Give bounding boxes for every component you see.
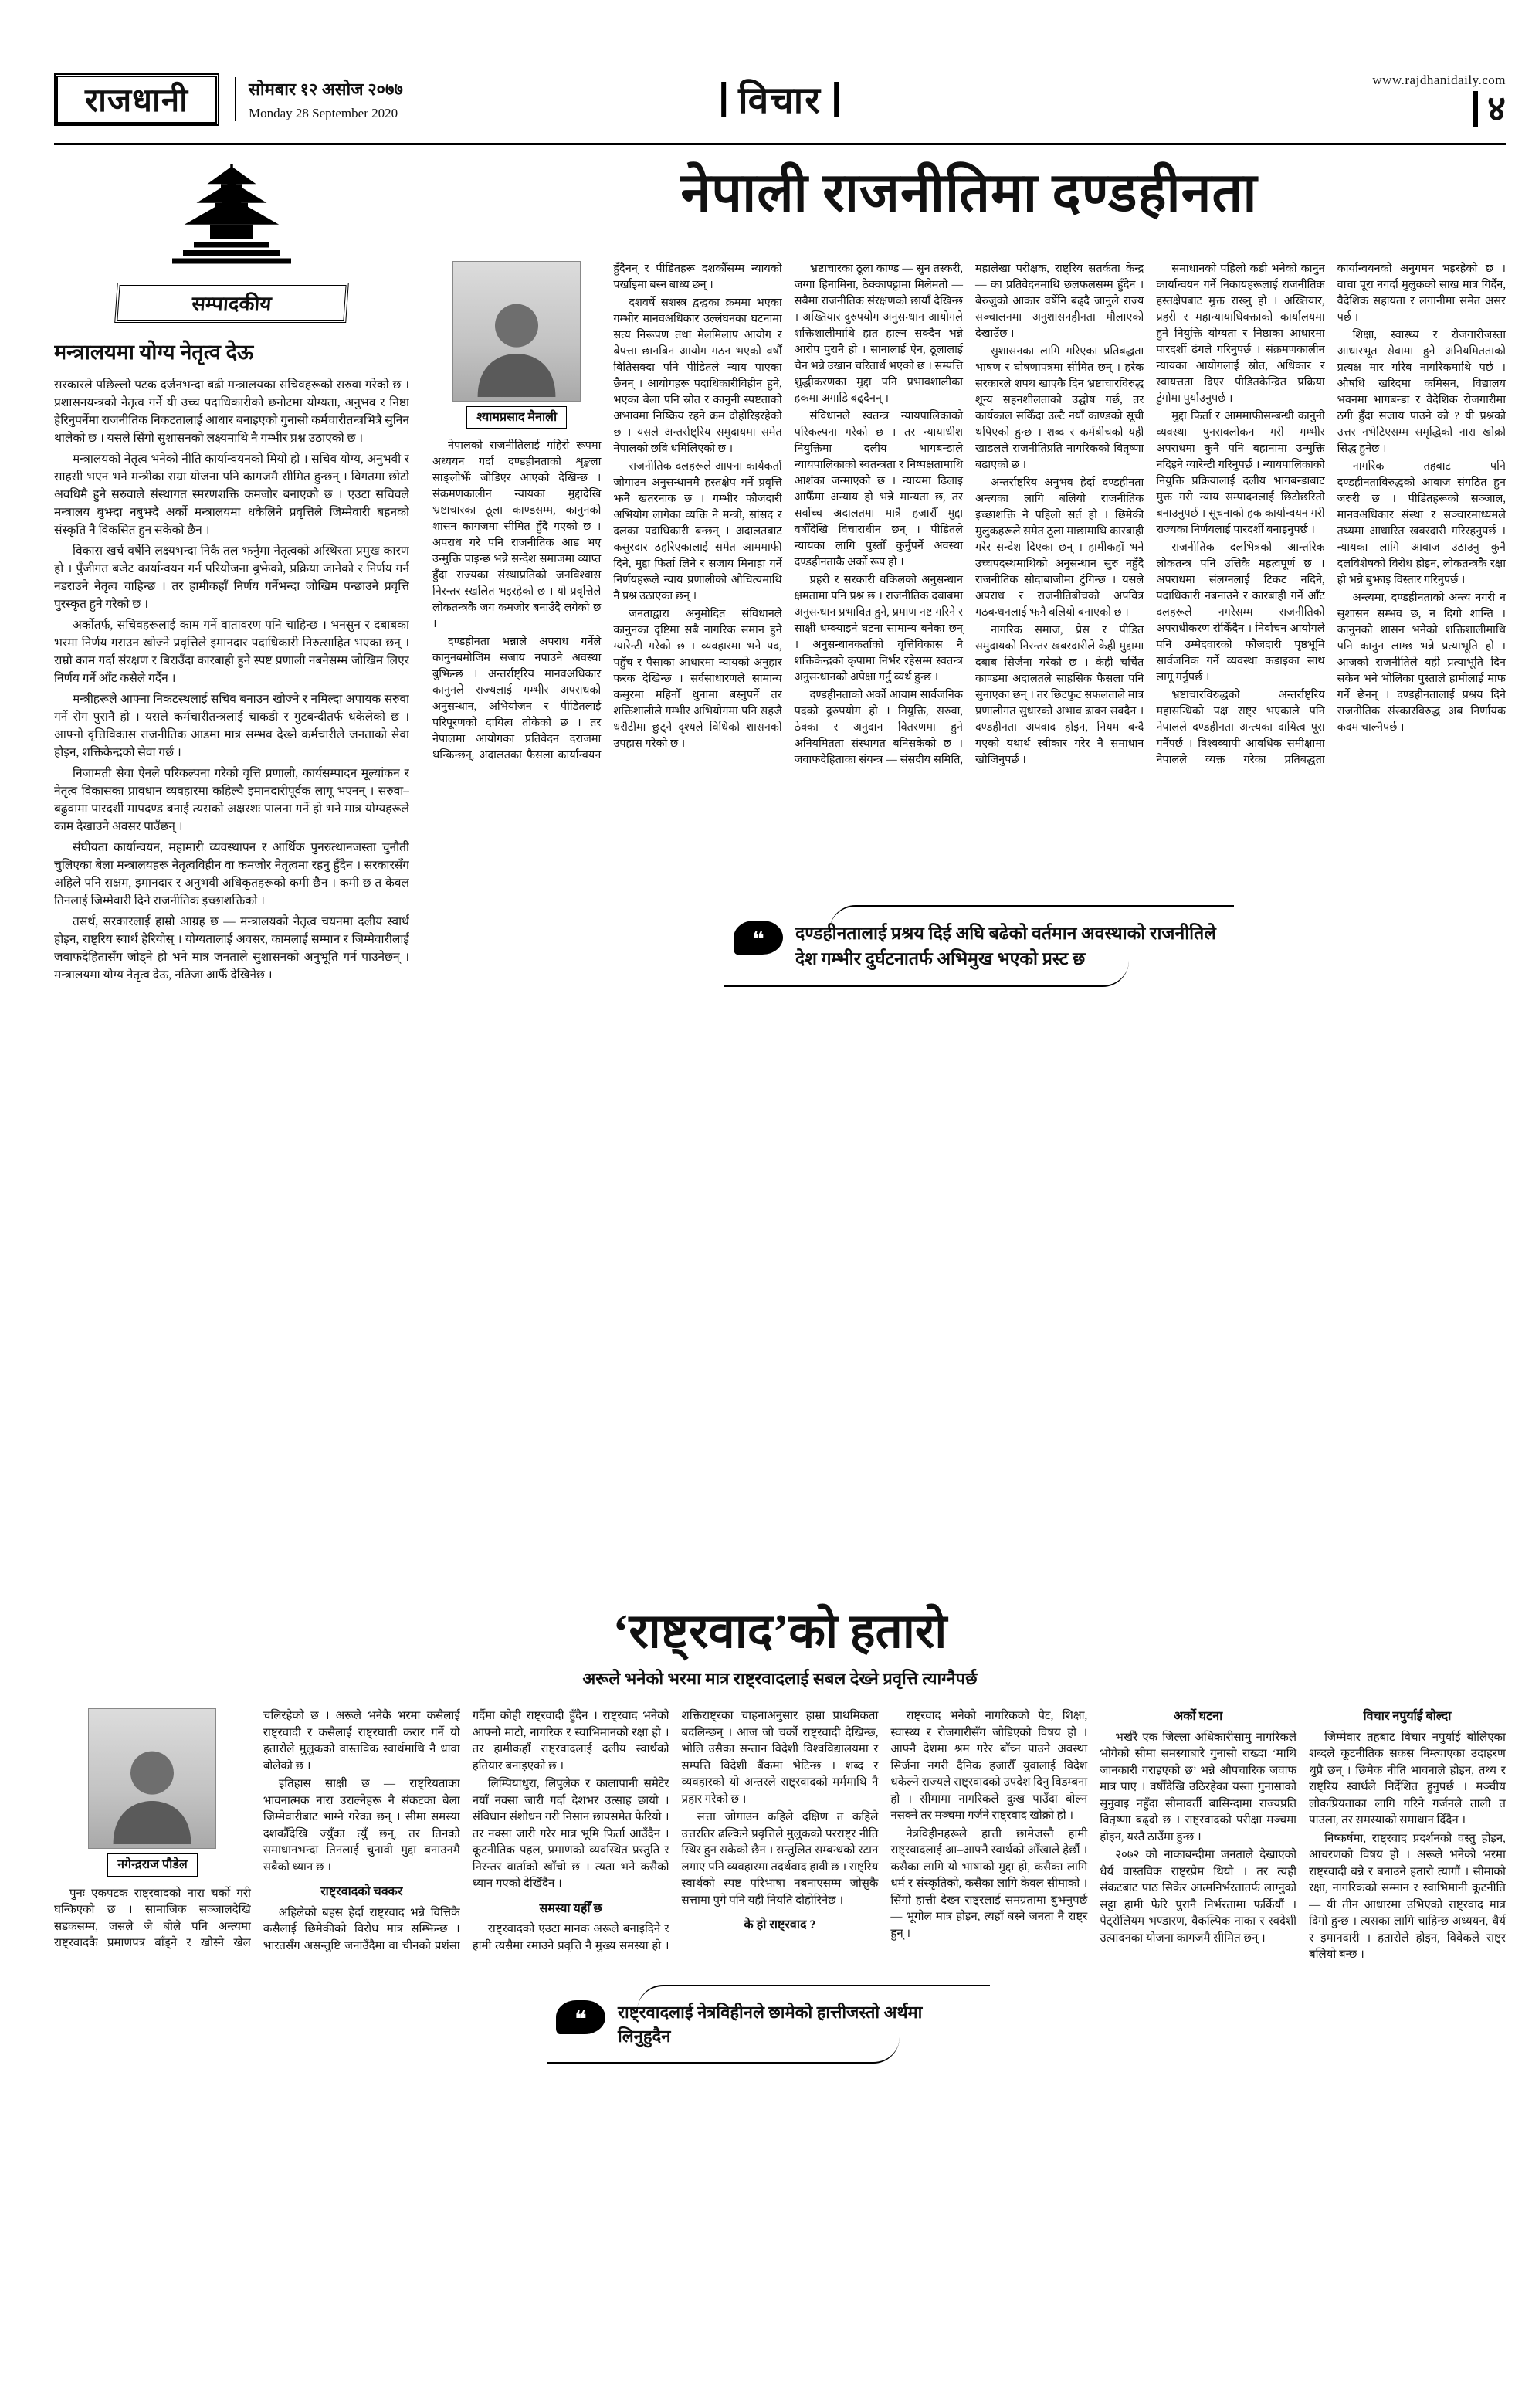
body-paragraph: संघीयता कार्यान्वयन, महामारी व्यवस्थापन र आर्थिक पुनरुत्थानजस्ता चुनौती चुलिएका बेला मन्त्रालयहरू नेतृत्वविहीन वा कमजोर नेतृत्वमा रहनु हुँदैन । सरकारसँग अहिले पनि सक्षम, इमानदार र अनुभवी अधिकृतहरूको कमी छैन । कमी छ त केवल तिनलाई जिम्मेवारी दिने राजनीतिक इच्छाशक्तिको ।: [54, 841, 409, 907]
article1-author-block: [432, 261, 601, 429]
body-paragraph: दण्डहीनता भन्नाले अपराध गर्नेले कानुनबमोजिम सजाय नपाउने अवस्था बुझिन्छ । अन्तर्राष्ट्रिय मानवअधिकार कानुनले राज्यलाई गम्भीर अपराधको अनुसन्धान, अभियोजन र पीडितलाई परिपूरणको दायित्व तोकेको छ । तर नेपालमा आयोगका प्रतिवेदन दराजमा थन्किन्छन्, अदालतका फैसला कार्यान्वयन हुँदैनन् र पीडितहरू दशकौँसम्म न्यायको पर्खाइमा बस्न बाध्य छन् ।: [432, 263, 782, 761]
article2-pullquote: [542, 1980, 995, 2068]
body-paragraph: लिम्पियाधुरा, लिपुलेक र कालापानी समेटेर नयाँ नक्सा जारी गर्दा देशभर उत्साह छायो । संविधान संशोधन गरी निसान छापसमेत फेरियो । तर नक्सा जारी गरेर मात्र भूमि फिर्ता आउँदैन । कूटनीतिक पहल, प्रमाणको व्यवस्थित प्रस्तुति र निरन्तर वार्ताको खाँचो छ । त्यता भने कसैको ध्यान गएको देखिँदैन ।: [472, 1778, 669, 1890]
body-paragraph: अन्त्यमा, दण्डहीनताको अन्त्य नगरी न सुशासन सम्भव छ, न दिगो शान्ति । कानुनको शासन भनेको शक्तिशालीमाथि पनि कानुन लाग्छ भन्ने प्रत्याभूति हो । आजको राजनीतिले यही प्रत्याभूति दिन सकेन भने भोलिका पुस्ताले हामीलाई माफ गर्ने छैनन् । दण्डहीनतालाई प्रश्रय दिने राजनीतिक संस्कारविरुद्ध अब निर्णायक कदम चाल्नैपर्छ ।: [1337, 592, 1506, 734]
article2-author-block: [54, 1708, 251, 1877]
article1-body-wrap: [432, 261, 1506, 1557]
editorial-headline: मन्त्रालयमा योग्य नेतृत्व देऊ: [54, 341, 254, 364]
body-paragraph: विकास खर्च वर्षेनि लक्ष्यभन्दा निकै तल झर्नुमा नेतृत्वको अस्थिरता प्रमुख कारण हो । पुँजीगत बजेट कार्यान्वयन गर्न परियोजना बुझेको, प्रक्रिया जानेको र निर्णय गर्न नडराउने नेतृत्व चाहिन्छ । तर हामीकहाँ निर्णय गर्नेभन्दा जोखिम पन्छाउने प्रवृत्ति पुरस्कृत हुने गरेको छ ।: [54, 544, 409, 611]
article2-body-wrap: [54, 1708, 1506, 2385]
pullquote-arc-top: [829, 905, 1234, 931]
body-paragraph: भर्खरै एक जिल्ला अधिकारीसामु नागरिकले भोगेको सीमा समस्याबारे गुनासो राख्दा ‘माथि जानकारी गराइएको छ’ भन्ने औपचारिक जवाफ मात्र पाए । वर्षौंदेखि उठिरहेका यस्ता गुनासाको सुनुवाइ नहुँदा सीमावर्ती बासिन्दामा राज्यप्रति वितृष्णा बढ्दो छ । राष्ट्रवादको परीक्षा मञ्चमा होइन, यस्तै ठाउँमा हुन्छ ।: [1100, 1731, 1297, 1843]
column-subheading: के हो राष्ट्रवाद ?: [744, 1918, 816, 1931]
body-paragraph: राजनीतिक दलभित्रको आन्तरिक लोकतन्त्र पनि उत्तिकै महत्वपूर्ण छ । अपराधमा संलग्नलाई टिकट नदिने, पदाधिकारी नबनाउने र कारबाही गर्ने आँट दलहरूले नगरेसम्म राजनीतिको अपराधीकरण रोकिँदैन । निर्वाचन आयोगले पनि उम्मेदवारको फौजदारी पृष्ठभूमि सार्वजनिक गर्ने व्यवस्था कडाइका साथ लागू गर्नुपर्छ ।: [1156, 541, 1325, 683]
article2-headline: ‘राष्ट्रवाद’को हतारो: [612, 1606, 947, 1658]
header-right: [1372, 73, 1506, 127]
page-header: [54, 56, 1506, 145]
body-paragraph: निष्कर्षमा, राष्ट्रवाद प्रदर्शनको वस्तु होइन, आचरणको विषय हो । अरूले भनेको भरमा राष्ट्रवादी बन्ने र बनाउने हतारो त्यागौं । सीमाको रक्षा, नागरिकको सम्मान र स्वाभिमानी कूटनीति — यी तीन आधारमा उभिएको राष्ट्रवाद मात्र दिगो हुन्छ । त्यसका लागि चाहिन्छ अध्ययन, धैर्य र इमानदारी । हतारोले होइन, विवेकले राष्ट्र बलियो बन्छ ।: [1309, 1832, 1506, 1961]
date-english: Monday 28 September 2020: [249, 106, 398, 120]
body-paragraph: अन्तर्राष्ट्रिय अनुभव हेर्दा दण्डहीनता अन्त्यका लागि बलियो राजनीतिक इच्छाशक्ति नै पहिलो सर्त हो । छिमेकी मुलुकहरूले समेत ठूला माछामाथि कारबाही गरेर सन्देश दिएका छन् । हामीकहाँ भने उच्चपदस्थमाथिको अनुसन्धान सुरु नहुँदै राजनीतिक सौदाबाजीमा टुंगिन्छ । यसले अपराध र राजनीतिबीचको अपवित्र गठबन्धनलाई झनै बलियो बनाएको छ ।: [974, 477, 1144, 619]
body-paragraph: राजनीतिक दलहरूले आफ्ना कार्यकर्ता जोगाउन अनुसन्धानमै हस्तक्षेप गर्ने प्रवृत्ति झनै खतरनाक छ । गम्भीर फौजदारी अभियोग लागेका व्यक्ति नै मन्त्री, सांसद र दलका पदाधिकारी बन्छन् । अदालतबाट कसुरदार ठहरिएकालाई समेत आममाफी दिने, मुद्दा फिर्ता लिने र सजाय मिनाहा गर्ने निर्णयहरूले न्याय प्रणालीको औचित्यमाथि नै प्रश्न उठाएका छन् ।: [613, 460, 782, 602]
article1-pullquote: [720, 900, 1239, 992]
article2-subtitle: अरूले भनेको भरमा मात्र राष्ट्रवादलाई सबल देख्ने प्रवृत्ति त्याग्नैपर्छ: [582, 1669, 978, 1688]
body-paragraph: दशवर्षे सशस्त्र द्वन्द्वका क्रममा भएका गम्भीर मानवअधिकार उल्लंघनका घटनामा सत्य निरूपण तथा मेलमिलाप आयोग र बेपत्ता छानबिन आयोग गठन भएको वर्षौं बितिसक्दा पनि पीडितले न्याय पाएका छैनन् । आयोगहरू पदाधिकारीविहीन हुने, भएका बेला पनि स्रोत र कानुनी स्पष्टताको अभावमा निष्क्रिय रहने क्रम दोहोरिइरहेको छ । यसले अन्तर्राष्ट्रिय समुदायमा समेत नेपालको छवि धमिलिएको छ ।: [613, 297, 782, 455]
pullquote-arc-top: [637, 1985, 990, 2011]
article1-headline: नेपाली राजनीतिमा दण्डहीनता: [680, 164, 1258, 223]
body-paragraph: समाधानको पहिलो कडी भनेको कानुन कार्यान्वयन गर्ने निकायहरूलाई राजनीतिक हस्तक्षेपबाट मुक्त राख्नु हो । अख्तियार, प्रहरी र महान्यायाधिवक्ताको कार्यालयमा हुने नियुक्ति योग्यता र निष्ठाका आधारमा पारदर्शी ढंगले गरिनुपर्छ । संक्रमणकालीन न्यायका आयोगलाई स्रोत, अधिकार र स्वायत्तता दिएर पीडितकेन्द्रित प्रक्रिया टुंगोमा पुर्याउनुपर्छ ।: [1156, 263, 1325, 405]
body-paragraph: संविधानले स्वतन्त्र न्यायपालिकाको परिकल्पना गरेको छ । तर न्यायाधीश नियुक्तिमा दलीय भागबन्डाले न्यायपालिकाको स्वतन्त्रता र निष्पक्षतामाथि आशंका जन्माएको छ । न्यायमा ढिलाइ आफैँमा अन्याय हो भन्ने मान्यता छ, तर सर्वोच्च अदालतमा मात्रै हजारौँ मुद्दा वर्षौंदेखि विचाराधीन छन् । पीडितले न्यायका लागि पुस्तौँ कुर्नुपर्ने अवस्था दण्डहीनताकै अर्को रूप हो ।: [794, 410, 963, 568]
column-subheading: विचार नपुर्याई बोल्दा: [1363, 1710, 1452, 1723]
pullquote-text: राष्ट्रवादलाई नेत्रविहीनले छामेको हात्तीजस्तो अर्थमा लिनुहुदैन: [618, 2003, 923, 2046]
article2-author-photo: [88, 1708, 216, 1849]
body-paragraph: शिक्षा, स्वास्थ्य र रोजगारीजस्ता आधारभूत सेवामा हुने अनियमितताको प्रत्यक्ष मार गरिब नागरिकमाथि पर्छ । औषधि खरिदमा कमिसन, विद्यालय भवनमा भागबन्डा र वैदेशिक रोजगारीमा ठगी हुँदा सजाय पाउने को ? यी प्रश्नको उत्तर नभेटिएसम्म समृद्धिको नारा खोक्रो सिद्ध हुनेछ ।: [1337, 329, 1506, 455]
section-title-block: [721, 74, 839, 124]
article1-author-caption: श्यामप्रसाद मैनाली: [466, 406, 567, 429]
masthead-logo: [54, 73, 219, 126]
right-bar-decoration: [834, 82, 839, 117]
body-paragraph: सरकारले पछिल्लो पटक दर्जनभन्दा बढी मन्त्रालयका सचिवहरूको सरुवा गरेको छ । प्रशासनयन्त्रको नेतृत्व गर्ने यी उच्च पदाधिकारीको छनोटमा योग्यता, अनुभव र निष्ठा हेरिनुपर्नेमा राजनीतिक निकटतालाई आधार बनाइएको गुनासो कर्मचारीतन्त्रभित्रै सुनिन थालेको छ । यसले सिंगो सुशासनको लक्ष्यमाथि नै गम्भीर प्रश्न उठाएको छ ।: [54, 378, 409, 445]
body-paragraph: मन्त्रालयको नेतृत्व भनेको नीति कार्यान्वयनको मियो हो । सचिव योग्य, अनुभवी र साहसी भएन भने मन्त्रीका राम्रा योजना पनि कागजमै सीमित हुन्छन् । विगतमा छोटो अवधिमै हुने सरुवाले संस्थागत स्मरणशक्ति कमजोर बनाएको छ । एउटा सचिवले मन्त्रालय बुझ्दा नबुझ्दै अर्को मन्त्रालयमा धकेलिने प्रवृत्तिले जिम्मेवारी बहनको संस्कृति नै विकसित हुन सकेको छैन ।: [54, 453, 409, 537]
column-subheading: राष्ट्रवादको चक्कर: [320, 1885, 403, 1898]
pullquote-text: दण्डहीनतालाई प्रश्रय दिई अघि बढेको वर्तमान अवस्थाको राजनीतिले देश गम्भीर दुर्घटनातर्फ अभिमुख भएको प्रस्ट छ: [795, 924, 1216, 968]
person-silhouette-icon: [463, 285, 571, 401]
pullquote-arc-bottom: [547, 2037, 900, 2064]
body-paragraph: निजामती सेवा ऐनले परिकल्पना गरेको वृत्ति प्रणाली, कार्यसम्पादन मूल्यांकन र नेतृत्व विकासका प्रावधान व्यवहारमा कहिल्यै इमानदारीपूर्वक लागू भएनन् । सरुवा–बढुवामा पारदर्शी मापदण्ड बनाई त्यसको अक्षरशः पालना गर्ने हो भने मात्र योग्यहरूले काम देखाउने अवसर पाउँछन् ।: [54, 767, 409, 833]
body-paragraph: नागरिक तहबाट पनि दण्डहीनताविरुद्धको आवाज संगठित हुन जरुरी छ । पीडितहरूको सञ्जाल, मानवअधिकार संस्था र सञ्चारमाध्यमले तथ्यमा आधारित खबरदारी गरिरहनुपर्छ । न्यायका लागि आवाज उठाउनु कुनै दलविशेषको विरोध होइन, लोकतन्त्रकै रक्षा हो भन्ने बुझाइ विस्तार गरिनुपर्छ ।: [1337, 460, 1506, 586]
body-paragraph: पुनः एकपटक राष्ट्रवादको नारा चर्को गरी घन्किएको छ । सामाजिक सञ्जालदेखि सडकसम्म, जसले जे बोले पनि अन्त्यमा राष्ट्रवादकै प्रमाणपत्र बाँड्ने र खोस्ने खेल चलिरहेको छ । अरूले भनेकै भरमा कसैलाई राष्ट्रवादी र कसैलाई राष्ट्रघाती करार गर्ने यो हतारोले मुलुकको वास्तविक स्वार्थमाथि नै धावा बोलेको छ ।: [54, 1710, 460, 1949]
editorial-label: [114, 283, 349, 323]
body-paragraph: इतिहास साक्षी छ — राष्ट्रियताका भावनात्मक नारा उराल्नेहरू नै संकटका बेला जिम्मेवारीबाट भाग्ने गरेका छन् । सीमा समस्या दशकौँदेखि ज्युँका त्युँ छन्, तर तिनको समाधानभन्दा तिनलाई चुनावी मुद्दा बनाउनमै सबैको ध्यान छ ।: [263, 1778, 460, 1874]
left-bar-decoration: [721, 82, 726, 117]
body-paragraph: दण्डहीनताको अर्को आयाम सार्वजनिक पदको दुरुपयोग हो । नियुक्ति, सरुवा, ठेक्का र अनुदान वितरणमा हुने अनियमितता संस्थागत बनिसकेको छ । जवाफदेहिताका संयन्त्र — संसदीय समिति, महालेखा परीक्षक, राष्ट्रिय सतर्कता केन्द्र — का प्रतिवेदनमाथि छलफलसम्म हुँदैन । बेरुजुको आकार वर्षेनि बढ्दै जानुले राज्य सञ्चालनमा अनुशासनहीनता मौलाएको देखाउँछ ।: [794, 263, 1144, 766]
article2-text: [54, 1708, 1506, 1964]
quote-icon: ❝: [556, 2000, 605, 2034]
body-paragraph: सत्ता जोगाउन कहिले दक्षिण त कहिले उत्तरतिर ढल्किने प्रवृत्तिले मुलुकको परराष्ट्र नीति स्थिर हुन सकेको छैन । सन्तुलित सम्बन्धको रटान लगाए पनि व्यवहारमा तदर्थवाद हावी छ । राष्ट्रिय स्वार्थको स्पष्ट परिभाषा नबनाएसम्म जोसुकै सत्तामा पुगे पनि यही नियति दोहोरिनेछ ।: [681, 1811, 879, 1907]
body-paragraph: राष्ट्रवादको एउटा मानक अरूले बनाइदिने र हामी त्यसैमा रमाउने प्रवृत्ति नै मुख्य समस्या हो । शक्तिराष्ट्रका चाहनाअनुसार हाम्रा प्राथमिकता बदलिन्छन् । आज जो चर्को राष्ट्रवादी देखिन्छ, भोलि उसैका सन्तान विदेशी विश्वविद्यालयमा र सम्पत्ति विदेशी बैंकमा भेटिन्छ । शब्द र व्यवहारको यो अन्तरले राष्ट्रवादको मर्ममाथि नै प्रहार गरेको छ ।: [472, 1710, 879, 1952]
body-paragraph: राष्ट्रवाद भनेको नागरिकको पेट, शिक्षा, स्वास्थ्य र रोजगारीसँग जोडिएको विषय हो । आफ्नै देशमा श्रम गरेर बाँच्न पाउने अवस्था सिर्जना नगरी दैनिक हजारौँ युवालाई विदेश धकेल्ने राज्यले राष्ट्रवादको उपदेश दिनु विडम्बना हो । सीमामा नागरिकले दुःख पाउँदा बोल्न नसक्ने तर मञ्चमा गर्जने राष्ट्रवाद खोक्रो हो ।: [890, 1710, 1088, 1822]
column-subheading: अर्को घटना: [1174, 1710, 1223, 1723]
editorial-label-text: सम्पादकीय: [191, 293, 273, 315]
date-nepali: सोमबार १२ असोज २०७७: [249, 77, 403, 103]
body-paragraph: मन्त्रीहरूले आफ्ना निकटस्थलाई सचिव बनाउन खोज्ने र नमिल्दा अपायक सरुवा गर्ने रोग पुरानै हो । यसले कर्मचारीतन्त्रलाई चाकडी र गुटबन्दीतर्फ धकेलेको छ । आफ्नो वृत्तिविकास राजनीतिक आडमा मात्र सम्भव देख्ने कर्मचारीले जनताको सेवा होइन, शक्तिकेन्द्रको सेवा गर्छ ।: [54, 693, 409, 759]
body-paragraph: अर्कोतर्फ, सचिवहरूलाई काम गर्ने वातावरण पनि चाहिन्छ । भनसुन र दबाबका भरमा निर्णय गराउन खोज्ने प्रवृत्तिले इमानदार पदाधिकारी निरुत्साहित भएका छन् । राम्रो काम गर्दा संरक्षण र बिराउँदा कारबाही हुने स्पष्ट प्रणाली नबनेसम्म जोखिम लिएर निर्णय गर्ने आँट कसैले गर्दैन ।: [54, 619, 409, 685]
body-paragraph: नेत्रविहीनहरूले हात्ती छामेजस्तै हामी राष्ट्रवादलाई आ–आफ्नै स्वार्थको आँखाले हेर्छौं । कसैका लागि यो भाषाको मुद्दा हो, कसैका लागि धर्म र संस्कृतिको, कसैका लागि केवल सीमाको । सिंगो हात्ती देख्न राष्ट्रलाई समग्रतामा बुझ्नुपर्छ — भूगोल मात्र होइन, त्यहाँ बस्ने जनता नै राष्ट्र हुन् ।: [890, 1827, 1088, 1940]
body-paragraph: सुशासनका लागि गरिएका प्रतिबद्धता भाषण र घोषणापत्रमा सीमित छन् । हरेक सरकारले शपथ खाएकै दिन भ्रष्टाचारविरुद्ध शून्य सहनशीलताको उद्घोष गर्छ, तर कार्यकाल सकिँदा उल्टै नयाँ काण्डको सूची थपिएको हुन्छ । शब्द र कर्मबीचको यही खाडलले राजनीतिप्रति नागरिकको वितृष्णा बढाएको छ ।: [974, 345, 1144, 471]
body-paragraph: भ्रष्टाचारविरुद्धको अन्तर्राष्ट्रिय महासन्धिको पक्ष राष्ट्र भएकाले पनि नेपालले दण्डहीनता अन्त्यका दायित्व पूरा गर्नैपर्छ । विश्वव्यापी आवधिक समीक्षामा नेपालले व्यक्त गरेका प्रतिबद्धता कार्यान्वयनको अनुगमन भइरहेको छ । वाचा पूरा नगर्दा मुलुकको साख मात्र गिर्दैन, वैदेशिक सहायता र लगानीमा समेत असर पर्छ ।: [1156, 263, 1506, 766]
masthead-title: राजधानी: [84, 83, 189, 119]
pullquote-arc-bottom: [724, 961, 1129, 987]
column-subheading: समस्या यहीँ छ: [539, 1901, 602, 1915]
article2-author-caption: नगेन्द्रराज पौडेल: [107, 1853, 198, 1877]
temple-logo-icon: [162, 164, 301, 272]
page-number-block: [1372, 88, 1506, 128]
section-title: विचार: [738, 80, 822, 121]
body-paragraph: भ्रष्टाचारका ठूला काण्ड — सुन तस्करी, जग्गा हिनामिना, ठेक्कापट्टामा मिलेमतो — सबैमा राजनीतिक संरक्षणको छायाँ देखिन्छ । अख्तियार दुरुपयोग अनुसन्धान आयोगले शक्तिशालीमाथि हात हाल्न सक्दैन भन्ने आरोप पुरानै हो । सानालाई ऐन, ठूलालाई चैन भन्ने उखान चरितार्थ भएको छ । सम्पत्ति शुद्धीकरणका मुद्दा पनि प्रभावशालीका हकमा अगाडि बढ्दैनन् ।: [794, 263, 963, 405]
body-paragraph: मुद्दा फिर्ता र आममाफीसम्बन्धी कानुनी व्यवस्था पुनरावलोकन गरी गम्भीर अपराधमा कुनै पनि बहानामा उन्मुक्ति नदिइने ग्यारेन्टी गरिनुपर्छ । न्यायपालिकाको नियुक्ति प्रक्रियालाई दलीय भागबन्डाबाट मुक्त गरी न्याय सम्पादनलाई छिटोछरितो बनाउनुपर्छ । सूचनाको हक कार्यान्वयन गरी राज्यका निर्णयलाई पारदर्शी बनाइनुपर्छ ।: [1156, 410, 1325, 536]
article1-author-photo: [452, 261, 581, 402]
body-paragraph: २०७२ को नाकाबन्दीमा जनताले देखाएको धैर्य वास्तविक राष्ट्रप्रेम थियो । तर त्यही संकटबाट पाठ सिकेर आत्मनिर्भरतातर्फ लाग्नुको सट्टा हामी फेरि पुरानै निर्भरतामा फर्कियौं । पेट्रोलियम भण्डारण, वैकल्पिक नाका र स्वदेशी उत्पादनका योजना कागजमै सीमित छन् ।: [1100, 1849, 1297, 1945]
pageno-bar-decoration: [1473, 91, 1478, 127]
person-silhouette-icon: [98, 1732, 206, 1848]
quote-icon: ❝: [734, 921, 783, 955]
body-paragraph: प्रहरी र सरकारी वकिलको अनुसन्धान क्षमतामा पनि प्रश्न छ । राजनीतिक दबाबमा अनुसन्धान प्रभावित हुने, प्रमाण नष्ट गरिने र साक्षी धम्क्याइने घटना सामान्य बनेका छन् । अनुसन्धानकर्ताको वृत्तिविकास नै शक्तिकेन्द्रको कृपामा निर्भर रहेसम्म स्वतन्त्र अनुसन्धानको अपेक्षा गर्नु व्यर्थ हुन्छ ।: [794, 574, 963, 683]
body-paragraph: नेपालको राजनीतिलाई गहिरो रूपमा अध्ययन गर्दा दण्डहीनताको शृङ्खला साङ्लोझैँ जोडिएर आएको देखिन्छ । संक्रमणकालीन न्यायका मुद्दादेखि भ्रष्टाचारका ठूला काण्डसम्म, कानुनको शासन कागजमा सीमित हुँदै गएको छ । अपराध गरे पनि राजनीतिक आड भए उन्मुक्ति पाइन्छ भन्ने सन्देश समाजमा व्याप्त हुँदा राज्यका संस्थाप्रतिको जनविश्वास निरन्तर स्खलित भइरहेको छ । यो प्रवृत्तिले लोकतन्त्रकै जग कमजोर बनाउँदै लगेको छ ।: [432, 439, 602, 630]
body-paragraph: जिम्मेवार तहबाट विचार नपुर्याई बोलिएका शब्दले कूटनीतिक सकस निम्त्याएका उदाहरण थुप्रै छन् । छिमेक नीति भावनाले होइन, तथ्य र राष्ट्रिय स्वार्थले निर्देशित हुनुपर्छ । मञ्चीय लोकप्रियताका लागि गरिने गर्जनले ताली त पाउला, तर समस्याको समाधान दिँदैन ।: [1309, 1731, 1506, 1826]
body-paragraph: जनताद्वारा अनुमोदित संविधानले कानुनका दृष्टिमा सबै नागरिक समान हुने ग्यारेन्टी गरेको छ । व्यवहारमा भने पद, पहुँच र पैसाका आधारमा न्यायको अनुहार फरक देखिन्छ । सर्वसाधारणले सामान्य कसुरमा महिनौँ थुनामा बस्नुपर्ने तर शक्तिशालीले गम्भीर अभियोगमा पनि सहजै धरौटीमा छुट्ने दृश्यले विधिको शासनको उपहास गरेको छ ।: [613, 608, 782, 750]
body-paragraph: अहिलेको बहस हेर्दा राष्ट्रवाद भन्ने वित्तिकै कसैलाई छिमेकीको विरोध मात्र सम्झिन्छ । भारतसँग असन्तुष्टि जनाउँदैमा वा चीनको प्रशंसा गर्दैमा कोही राष्ट्रवादी हुँदैन । राष्ट्रवाद भनेको आफ्नो माटो, नागरिक र स्वाभिमानको रक्षा हो । तर हामीकहाँ राष्ट्रवादलाई दलीय स्वार्थको हतियार बनाइएको छ ।: [263, 1710, 669, 1952]
page-number: ४: [1487, 88, 1506, 128]
body-paragraph: नागरिक समाज, प्रेस र पीडित समुदायको निरन्तर खबरदारीले केही मुद्दामा दबाब सिर्जना गरेको छ । केही चर्चित काण्डमा अदालतले साहसिक फैसला पनि सुनाएका छन् । तर छिटफुट सफलताले मात्र प्रणालीगत सुधारको अभाव ढाक्न सक्दैन । दण्डहीनता अपवाद होइन, नियम बन्दै गएको यथार्थ स्वीकार गरेर नै समाधान खोजिनुपर्छ ।: [974, 624, 1144, 766]
website-url: www.rajdhanidaily.com: [1372, 72, 1506, 87]
date-block: [235, 77, 403, 121]
editorial-body: [54, 376, 409, 984]
editorial-column: [54, 164, 409, 1558]
body-paragraph: तसर्थ, सरकारलाई हाम्रो आग्रह छ — मन्त्रालयको नेतृत्व चयनमा दलीय स्वार्थ होइन, राष्ट्रिय स्वार्थ हेरियोस् । योग्यतालाई अवसर, कामलाई सम्मान र जिम्मेवारीलाई जवाफदेहितासँग जोड्ने हो भने मात्र जनताले सुशासनको अनुभूति गर्न पाउनेछन् । मन्त्रालयमा योग्य नेतृत्व देऊ, नतिजा आफैँ देखिनेछ ।: [54, 915, 409, 982]
